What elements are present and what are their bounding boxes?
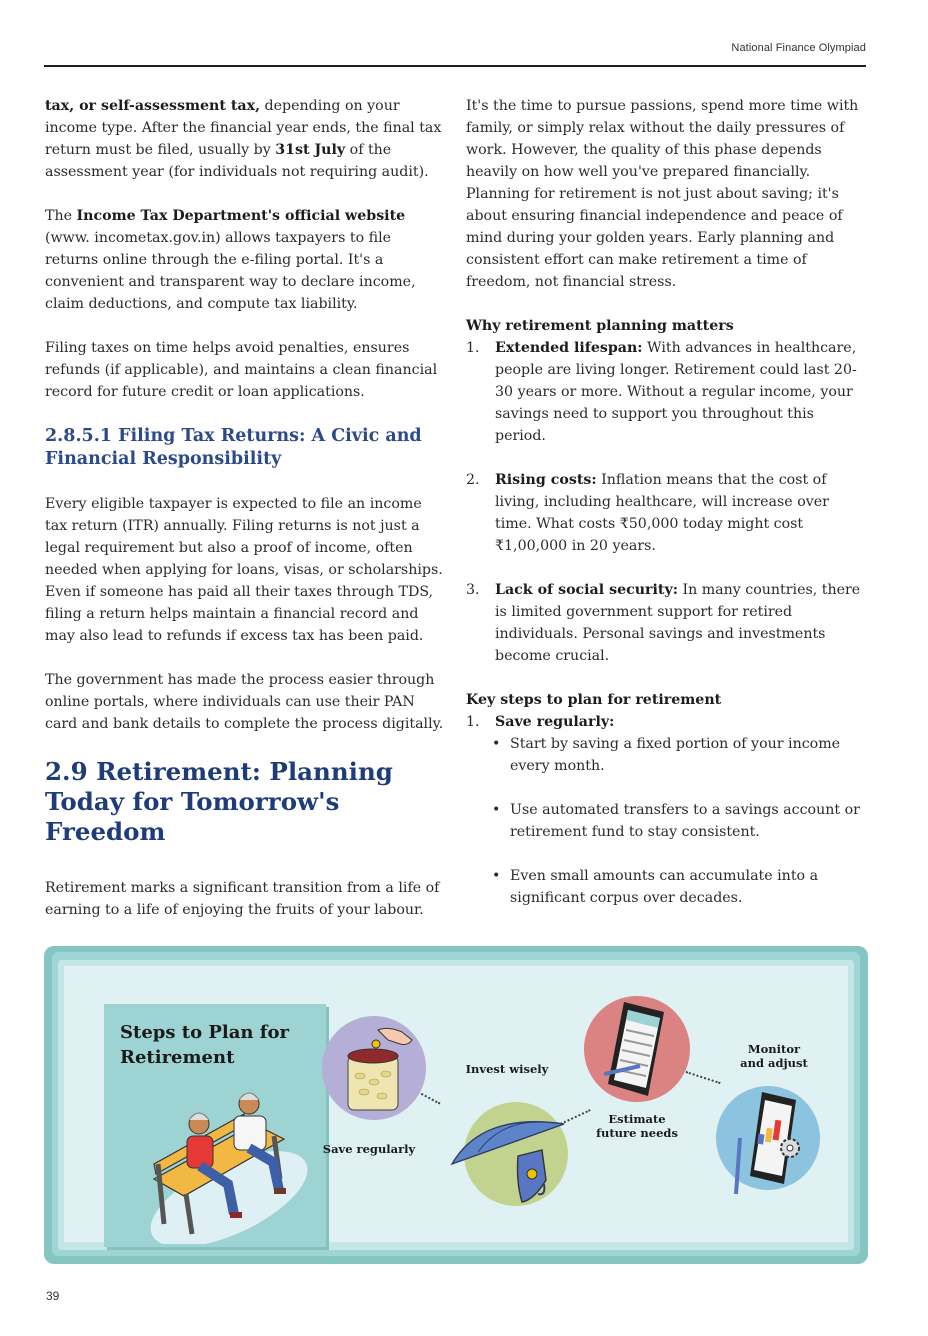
left-column xyxy=(45,95,447,943)
list-item-text: Inflation means that the cost of living, including healthcare, will increase over time. What costs ₹50,000 today might cost ₹1,00,000 in 20 years. xyxy=(495,472,829,554)
header-divider xyxy=(44,65,866,67)
paragraph-retirement-intro: Retirement marks a significant transition from a life of earning to a life of enjoying the fruits of your labour. xyxy=(45,880,440,918)
why-retirement-heading: Why retirement planning matters xyxy=(466,318,734,334)
key-steps-heading: Key steps to plan for retirement xyxy=(466,692,722,708)
bullet-item xyxy=(488,733,868,777)
list-item-lead: Save regularly: xyxy=(495,714,615,730)
list-item-text: In many countries, there is limited government support for retired individuals. Personal savings and investments become crucial. xyxy=(495,582,861,664)
bullet-item xyxy=(488,865,868,909)
infographic-title-card xyxy=(104,1004,326,1247)
paragraph-it-website xyxy=(45,205,447,315)
bullet-text: Start by saving a fixed portion of your income every month. xyxy=(510,736,841,774)
list-number: 2. xyxy=(466,472,480,488)
paragraph-itr: Every eligible taxpayer is expected to file an income tax return (ITR) annually. Filing returns is not just a legal requirement but also a proof of income, often needed when applying for loans, visas, or scholarships. Even if someone has paid all their taxes through TDS, filing a return helps maintain a financial record and may also lead to refunds if excess tax has been paid. xyxy=(45,496,443,644)
running-header: National Finance Olympiad xyxy=(731,42,866,54)
list-item-text: With advances in healthcare, people are living longer. Retirement could last 20-30 years or more. Without a regular income, your savings need to support you throughout this period. xyxy=(495,340,857,444)
list-item-lead: Lack of social security: xyxy=(495,582,678,598)
text: The xyxy=(45,208,77,224)
infographic-title: Steps to Plan for Retirement xyxy=(120,1022,289,1068)
bullet-item xyxy=(488,799,868,843)
connector-line xyxy=(686,1071,721,1084)
step-label: Monitor and adjust xyxy=(740,1042,808,1070)
paragraph-filing-on-time: Filing taxes on time helps avoid penalties, ensures refunds (if applicable), and maintains a clean financial record for future credit or loan applications. xyxy=(45,340,438,400)
why-retirement-list xyxy=(466,337,868,667)
list-item-lead: Extended lifespan: xyxy=(495,340,643,356)
step-label: Estimate future needs xyxy=(596,1112,678,1140)
bullet-icon: • xyxy=(492,868,501,884)
list-number: 1. xyxy=(466,340,480,356)
right-column xyxy=(466,95,868,931)
bullet-icon: • xyxy=(492,736,501,752)
paragraph-online-portals: The government has made the process easier through online portals, where individuals can use their PAN card and bank details to complete the process digitally. xyxy=(45,672,444,732)
step-label: Invest wisely xyxy=(465,1062,549,1076)
section-heading-2-8-5-1: 2.8.5.1 Filing Tax Returns: A Civic and Financial Responsibility xyxy=(45,426,422,469)
umbrella-shield-icon xyxy=(448,1106,568,1206)
text: depending on your income type. After the financial year ends, the final tax return must be filed, usually by xyxy=(45,98,442,158)
paragraph-retirement-continued: It's the time to pursue passions, spend more time with family, or simply relax without the daily pressures of work. However, the quality of this phase depends heavily on how well you've prepared financially. Planning for retirement is not just about saving; it's about ensuring financial independence and peace of mind during your golden years. Early planning and consistent effort can make retirement a time of freedom, not financial stress. xyxy=(466,98,859,290)
list-number: 3. xyxy=(466,582,480,598)
bullet-icon: • xyxy=(492,802,501,818)
clipboard-icon xyxy=(604,998,674,1098)
save-regularly-bullets xyxy=(488,733,868,909)
infographic-panel xyxy=(64,966,848,1242)
list-item xyxy=(466,711,868,909)
list-number: 1. xyxy=(466,714,480,730)
bullet-text: Use automated transfers to a savings account or retirement fund to stay consistent. xyxy=(510,802,860,840)
list-item xyxy=(466,579,868,667)
step-label: Save regularly xyxy=(322,1142,416,1156)
coin-jar-icon xyxy=(340,1026,420,1116)
text: (www. incometax.gov.in) allows taxpayers to file returns online through the e-filing portal. It's a convenient and transparent way to declare income, claim deductions, and compute tax liability. xyxy=(45,230,416,312)
bold-deadline: 31st July xyxy=(275,142,346,158)
list-item-lead: Rising costs: xyxy=(495,472,597,488)
text: of the assessment year (for individuals not requiring audit). xyxy=(45,142,429,180)
list-item xyxy=(466,469,868,557)
retired-couple-on-bench-icon xyxy=(134,1084,324,1244)
page-number: 39 xyxy=(46,1289,60,1303)
key-steps-list xyxy=(466,711,868,909)
list-item xyxy=(466,337,868,447)
bullet-text: Even small amounts can accumulate into a significant corpus over decades. xyxy=(510,868,819,906)
paragraph-tax-types xyxy=(45,95,447,183)
bold-tax-types: tax, or self-assessment tax, xyxy=(45,98,261,114)
tablet-chart-icon xyxy=(732,1088,812,1198)
retirement-steps-infographic xyxy=(44,946,868,1264)
bold-website: Income Tax Department's official website xyxy=(76,208,406,224)
section-heading-2-9: 2.9 Retirement: Planning Today for Tomorrow's Freedom xyxy=(45,757,393,846)
